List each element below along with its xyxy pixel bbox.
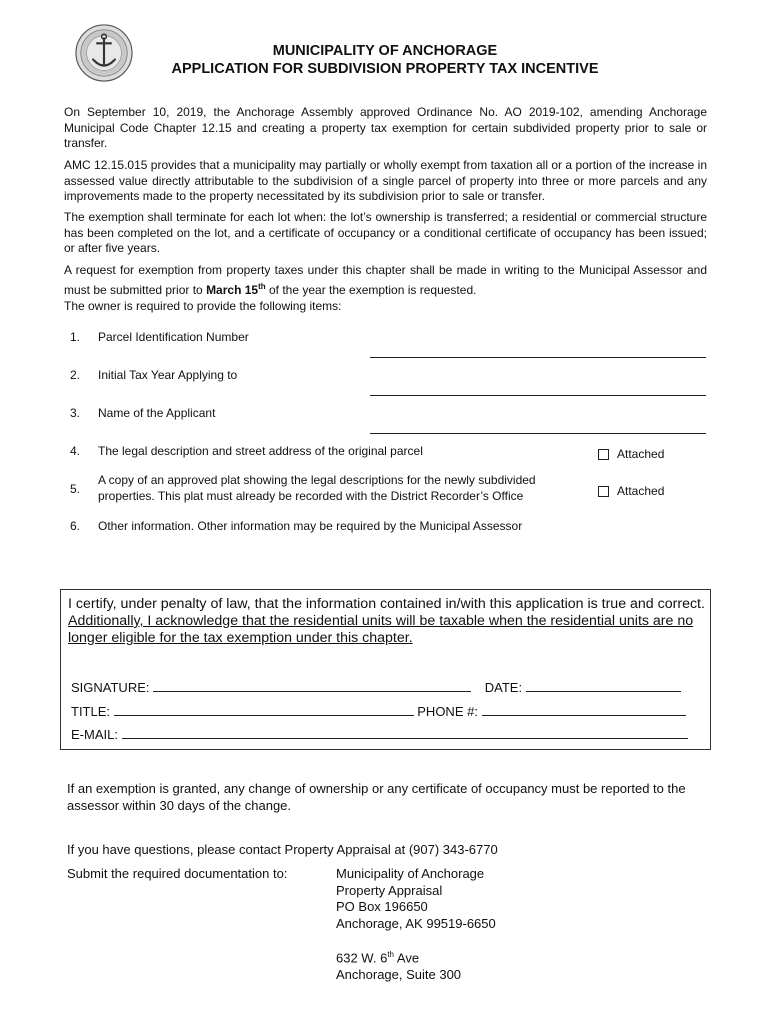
item-number: 3.	[70, 406, 81, 420]
intro-paragraph-5: The owner is required to provide the following items:	[64, 299, 342, 313]
submit-label: Submit the required documentation to:	[67, 866, 288, 881]
checkbox-box[interactable]	[598, 486, 609, 497]
street-address: 632 W. 6th Ave Anchorage, Suite 300	[336, 950, 462, 982]
title-label: TITLE:	[71, 704, 111, 719]
signature-label: SIGNATURE:	[71, 680, 150, 695]
item-number: 2.	[70, 368, 81, 382]
checkbox-box[interactable]	[598, 449, 609, 460]
intro-paragraph-4: A request for exemption from property taxes under this chapter shall be made in writing to the Municipal Assessor and must be submitted prior to March 15th of the year the exemption is requested.	[64, 263, 707, 297]
certification-statement: I certify, under penalty of law, that the information contained in/with this application is true and correct. Additionally, I acknowledge that the residential units will be taxable when the residential units are no longer eligible for the tax exemption under this chapter.	[68, 596, 705, 646]
title-field[interactable]	[114, 703, 414, 716]
intro-paragraph-3: The exemption shall terminate for each lot when: the lot’s ownership is transferred; a residential or commercial structure has been completed on the lot, and a certificate of occupancy or a conditional certificate of occupancy has been issued; or after five years.	[64, 210, 707, 255]
page-title-line-1: MUNICIPALITY OF ANCHORAGE	[272, 43, 498, 59]
parcel-id-field[interactable]	[370, 357, 706, 358]
item-label-tax-year: Initial Tax Year Applying to	[98, 368, 238, 382]
plat-copy-attached-checkbox[interactable]	[598, 484, 664, 498]
ownership-change-notice: If an exemption is granted, any change of ownership or any certificate of occupancy must be reported to the assessor within 30 days of the change.	[67, 781, 686, 813]
checkbox-label: Attached	[617, 484, 665, 498]
legal-description-attached-checkbox[interactable]	[598, 447, 664, 461]
item-label-legal-description: The legal description and street address of the original parcel	[98, 444, 423, 458]
item-label-applicant-name: Name of the Applicant	[98, 406, 216, 420]
item-label-other-info: Other information. Other information may be required by the Municipal Assessor	[98, 519, 523, 533]
email-field[interactable]	[122, 726, 688, 739]
applicant-name-field[interactable]	[370, 433, 706, 434]
item-number: 1.	[70, 330, 81, 344]
email-label: E-MAIL:	[71, 727, 118, 742]
contact-info: If you have questions, please contact Property Appraisal at (907) 343-6770	[67, 842, 498, 857]
title-phone-row	[71, 703, 686, 719]
certification-box	[60, 589, 711, 750]
phone-field[interactable]	[482, 703, 686, 716]
signature-row	[71, 679, 681, 695]
item-label-plat-copy: A copy of an approved plat showing the legal descriptions for the newly subdivided properties. This plat must already be recorded with the District Recorder’s Office	[98, 473, 536, 503]
item-number: 5.	[70, 482, 81, 496]
item-number: 4.	[70, 444, 81, 458]
phone-label: PHONE #:	[417, 704, 478, 719]
mailing-address: Municipality of Anchorage Property Appraisal PO Box 196650 Anchorage, AK 99519-6650	[336, 866, 496, 931]
email-row	[71, 726, 688, 742]
page-title-line-2: APPLICATION FOR SUBDIVISION PROPERTY TAX INCENTIVE	[171, 61, 599, 77]
checkbox-label: Attached	[617, 447, 665, 461]
date-field[interactable]	[526, 679, 681, 692]
intro-paragraph-2: AMC 12.15.015 provides that a municipality may partially or wholly exempt from taxation all or a portion of the increase in assessed value directly attributable to the subdivision of a single parcel of property into three or more parcels and any improvements made to the property necessitated by its subdivision prior to sale or transfer.	[64, 158, 707, 203]
intro-paragraph-1: On September 10, 2019, the Anchorage Assembly approved Ordinance No. AO 2019-102, amending Anchorage Municipal Code Chapter 12.15 and creating a property tax exemption for certain subdivided property prior to sale or transfer.	[64, 105, 707, 150]
signature-field[interactable]	[153, 679, 471, 692]
tax-year-field[interactable]	[370, 395, 706, 396]
date-label: DATE:	[484, 680, 523, 695]
item-number: 6.	[70, 519, 81, 533]
item-label-parcel-id: Parcel Identification Number	[98, 330, 249, 344]
